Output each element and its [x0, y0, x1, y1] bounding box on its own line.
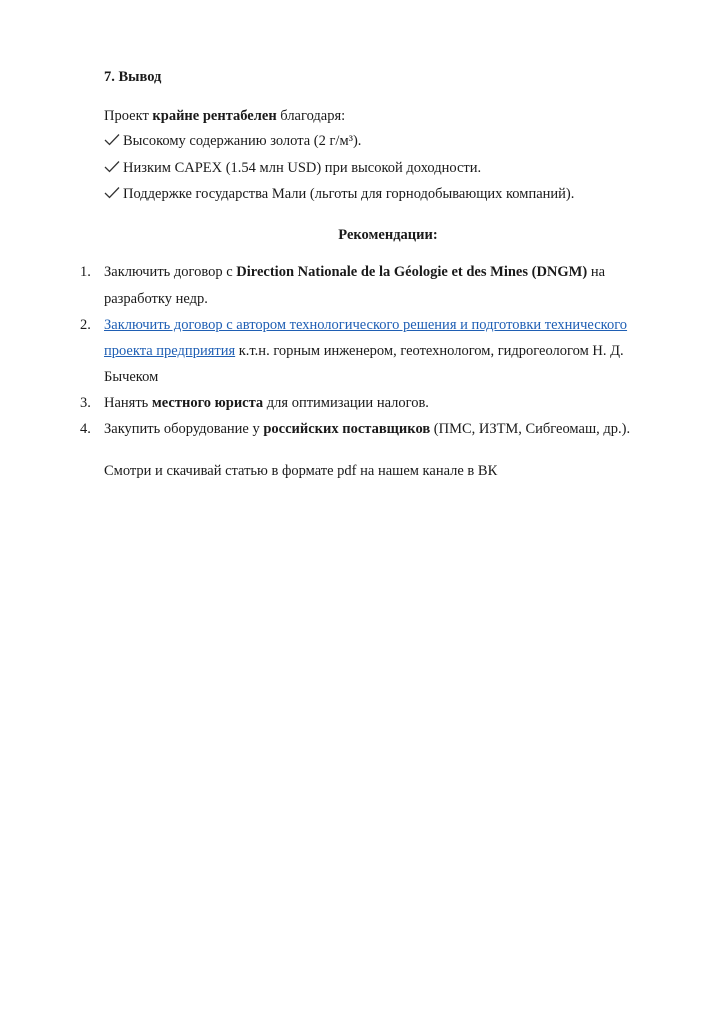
recommendation-item-continuation: разработку недр.	[104, 291, 208, 307]
recommendations-title: Рекомендации:	[338, 227, 438, 243]
section-heading: 7. Вывод	[104, 69, 162, 85]
checkmark-icon	[104, 160, 120, 173]
recommendation-item: Заключить договор с Direction Nationale de la Géologie et des Mines (DNGM) на	[104, 264, 606, 280]
list-number: 4.	[80, 421, 91, 437]
list-number: 2.	[80, 317, 91, 333]
intro-paragraph: Проект крайне рентабелен благодаря:	[104, 108, 346, 124]
recommendation-item	[104, 316, 627, 334]
recommendation-item-continuation: проекта предприятия к.т.н. горным инженером, геотехнологом, гидрогеологом Н. Д.	[104, 343, 624, 359]
reason-item: Низким CAPEX (1.54 млн USD) при высокой доходности.	[104, 159, 481, 177]
list-number: 3.	[80, 395, 91, 411]
footer-note: Смотри и скачивай статью в формате pdf на нашем канале в ВК	[104, 463, 498, 479]
reason-item: Поддержке государства Мали (льготы для горнодобывающих компаний).	[104, 185, 574, 203]
contract-author-link[interactable]: Заключить договор с автором технологического решения и подготовки технического	[104, 317, 628, 333]
contract-author-link[interactable]: проекта предприятия	[104, 343, 236, 359]
checkmark-icon	[104, 133, 120, 146]
recommendation-item-continuation: Бычеком	[104, 369, 159, 385]
recommendation-item: Нанять местного юриста для оптимизации налогов.	[104, 395, 429, 411]
checkmark-icon	[104, 186, 120, 199]
list-number: 1.	[80, 264, 91, 280]
recommendation-item: Закупить оборудование у российских поставщиков (ПМС, ИЗТМ, Сибгеомаш, др.).	[104, 421, 631, 437]
reason-item: Высокому содержанию золота (2 г/м³).	[104, 132, 361, 150]
